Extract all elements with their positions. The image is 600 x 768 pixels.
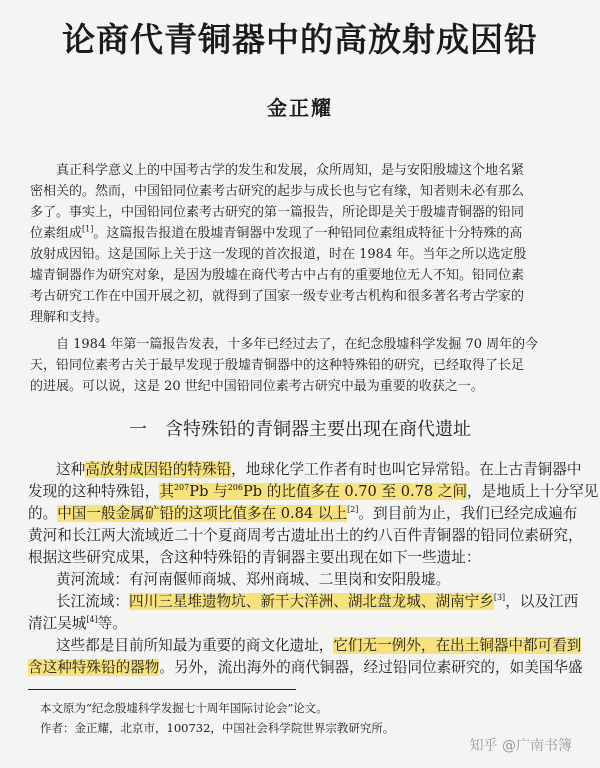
highlight: 其$^{207}$Pb 与$^{206}$Pb 的比值多在 0.70 至 0.78 之间 [159, 483, 468, 500]
intro-line: 多了。事实上，中国铅同位素考古研究的第一篇报告，所论即是关于殷墟青铜器的铅同 [30, 205, 525, 220]
highlight: 含这种特殊铅的器物 [28, 659, 160, 676]
intro-line: 墟青铜器作为研究对象，是因为殷墟在商代考古中占有的重要地位无人不知。铅同位素 [30, 268, 525, 283]
intro-line: 位素组成[1]。这篇报告报道在殷墟青铜器中发现了一种铅同位素组成特征十分特殊的高 [30, 225, 523, 241]
intro-line: 考古研究工作在中国开展之初，就得到了国家一级专业考古机构和很多著名考古学家的 [30, 289, 525, 304]
highlight: 高放射成因铅的特殊铅 [85, 461, 232, 478]
body-line: 这些都是目前所知最为重要的商文化遗址，它们无一例外，在出土铜器中都可看到 [56, 637, 582, 654]
body-line: 黄河和长江两大流域近二十个夏商周考古遗址出土的约八百件青铜器的铅同位素研究， [28, 527, 583, 544]
intro-line: 放射成因铅。这是国际上关于这一发现的首次报道，时在 1984 年。当年之所以选定殷 [30, 247, 527, 262]
body-line: 清江吴城[4]等。 [28, 615, 127, 632]
body-line: 黄河流域：有河南偃师商城、郑州商城、二里岗和安阳殷墟。 [56, 571, 451, 588]
intro2-line: 天，铅同位素考古关于最早发现于殷墟青铜器中的这种特殊铅的研究，已经取得了长足 [30, 358, 525, 373]
intro-line: 密相关的。然而，中国铅同位素考古研究的起步与成长也与它有缘，知者则未必有那么 [30, 184, 525, 199]
citation-ref: [3] [493, 593, 506, 603]
body-line: 含这种特殊铅的器物。另外，流出海外的商代铜器，经过铅同位素研究的，如美国华盛 [28, 659, 583, 676]
footnote: 作者：金正耀，北京市，100732，中国社会科学院世界宗教研究所。 [40, 721, 395, 735]
intro2-line: 自 1984 年第一篇报告发表，十多年已经过去了，在纪念殷墟科学发掘 70 周年的今 [56, 337, 539, 352]
citation-ref: [1] [82, 225, 94, 234]
footnote: 本文原为“纪念殷墟科学发掘七十周年国际讨论会”论文。 [40, 701, 328, 715]
intro2-line: 的进展。可以说，这是 20 世纪中国铅同位素考古研究中最为重要的收获之一。 [30, 379, 484, 394]
body-line: 这种高放射成因铅的特殊铅，地球化学工作者有时也叫它异常铅。在上古青铜器中 [56, 461, 582, 478]
highlight: 四川三星堆遗物坑、新干大洋洲、湖北盘龙城、湖南宁乡 [128, 593, 494, 610]
citation-ref: [2] [347, 505, 359, 515]
body-line: 发现的这种特殊铅，其$^{207}$Pb 与$^{206}$Pb 的比值多在 0.70 至 0.78 之间，是地质上十分罕见 [28, 483, 599, 500]
citation-ref: [4] [86, 615, 98, 625]
footnote-divider [28, 689, 296, 690]
body-line: 根据这些研究成果，含这种特殊铅的青铜器主要出现在如下一些遗址： [28, 549, 481, 566]
paper-title: 论商代青铜器中的高放射成因铅 [62, 20, 538, 59]
highlight: 中国一般金属矿铅的这项比值多在 0.84 以上 [57, 505, 348, 522]
body-line: 的。中国一般金属矿铅的这项比值多在 0.84 以上[2]。到目前为止，我们已经完成遍布 [28, 505, 578, 522]
highlight: 它们无一例外，在出土铜器中都可看到 [333, 637, 582, 654]
body-line: 长江流域：四川三星堆遗物坑、新干大洋洲、湖北盘龙城、湖南宁乡[3]，以及江西 [56, 593, 579, 610]
intro-line: 真正科学意义上的中国考古学的发生和发展，众所周知，是与安阳殷墟这个地名紧 [56, 163, 525, 178]
paper-author: 金正耀 [267, 96, 333, 120]
section-heading: 一 含特殊铅的青铜器主要出现在商代遗址 [129, 419, 471, 440]
intro-line: 理解和支持。 [30, 310, 109, 325]
watermark: 知乎 @广南书簿 [469, 738, 572, 754]
